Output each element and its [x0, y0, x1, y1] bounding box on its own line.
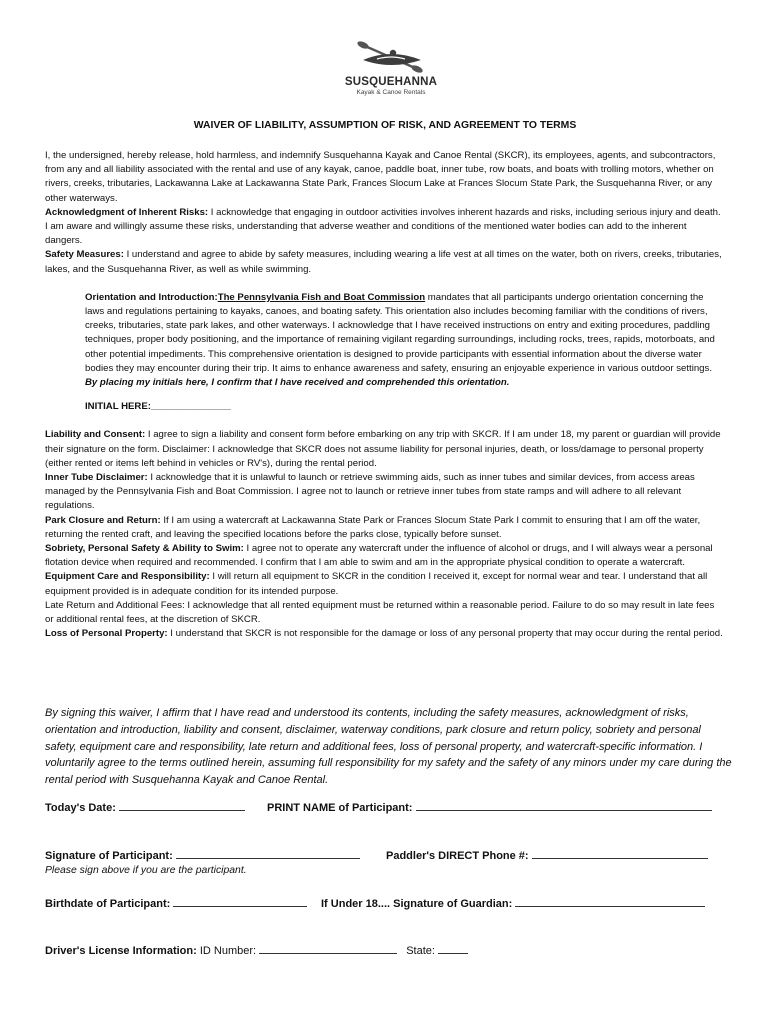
id-number-field[interactable] — [259, 943, 397, 954]
print-name-label: PRINT NAME of Participant: — [267, 802, 413, 814]
phone-field[interactable] — [532, 848, 708, 859]
tube-label: Inner Tube Disclaimer: — [45, 472, 148, 484]
license-label: Driver's License Information: — [45, 945, 197, 957]
loss-text: I understand that SKCR is not responsible for the damage or loss of any personal property that may occur during the rental period. — [167, 628, 723, 640]
date-label: Today's Date: — [45, 802, 116, 814]
orientation-link[interactable]: The Pennsylvania Fish and Boat Commission — [217, 291, 426, 303]
birthdate-field[interactable] — [173, 896, 307, 907]
safety-label: Safety Measures: — [45, 249, 124, 261]
document-title: WAIVER OF LIABILITY, ASSUMPTION OF RISK, AND AGREEMENT TO TERMS — [193, 120, 577, 131]
birthdate-label: Birthdate of Participant: — [45, 898, 171, 910]
waiver-body — [45, 149, 725, 642]
equipment-label: Equipment Care and Responsibility: — [45, 571, 210, 583]
signing-statement: By signing this waiver, I affirm that I have read and understood its contents, including the safety measures, acknowledgment of risks, orientation and introduction, liability and consent, disclaimer, waterway conditions, park closure and return policy, sobriety and personal safety, equipment care and responsibility, late return and additional fees, loss of personal property, and watercraft-specific information. I voluntarily agree to the terms outlined herein, assuming full responsibility for my safety and the safety of any minors under my care during the rental period with Susquehanna Kayak and Canoe Rental. — [45, 707, 732, 787]
date-name-row — [45, 800, 725, 816]
initial-here[interactable] — [85, 400, 725, 414]
logo-tagline: Kayak & Canoe Rentals — [356, 89, 426, 96]
liability-label: Liability and Consent: — [45, 429, 146, 441]
loss-label: Loss of Personal Property: — [45, 628, 168, 640]
initial-here-label: INITIAL HERE:_______________ — [85, 401, 231, 413]
signature-note: Please sign above if you are the participant. — [45, 865, 247, 876]
safety-paragraph — [45, 248, 725, 276]
liability-text: I agree to sign a liability and consent form before embarking on any trip with SKCR. If I am under 18, my parent or guardian will provide their signature on the form. Disclaimer: I acknowledge that SKCR does not assume liability for personal injuries, death, or loss/damage to personal property (either rented or items left behind in vehicles or RV's), during the rental period. — [45, 429, 721, 469]
print-name-field[interactable] — [416, 800, 712, 811]
signature-label: Signature of Participant: — [45, 850, 173, 862]
sobriety-label: Sobriety, Personal Safety & Ability to Swim: — [45, 543, 244, 555]
logo-name: SUSQUEHANNA — [344, 76, 438, 88]
orientation-label: Orientation and Introduction: — [85, 291, 218, 303]
park-label: Park Closure and Return: — [45, 514, 161, 526]
orientation-confirm: By placing my initials here, I confirm that I have received and comprehended this orientation. — [85, 377, 510, 389]
park-paragraph — [45, 514, 725, 542]
license-row — [45, 943, 725, 959]
tube-text: I acknowledge that it is unlawful to launch or retrieve swimming aids, such as inner tubes and similar devices, from access areas managed by the Pennsylvania Fish and Boat Commission. I agree not to launch or retrieve inner tubes from state ramps and will adhere to all relevant regulations. — [45, 472, 695, 512]
sobriety-text: I agree not to operate any watercraft under the influence of alcohol or drugs, and I will always wear a personal flotation device when required and recommended. I confirm that I am able to swim and am in the appropriate physical condition to operate a watercraft. — [45, 543, 713, 569]
state-field[interactable] — [438, 943, 468, 954]
equipment-paragraph — [45, 570, 725, 598]
liability-paragraph — [45, 428, 725, 471]
intro-paragraph: I, the undersigned, hereby release, hold harmless, and indemnify Susquehanna Kayak and Canoe Rental (SKCR), its employees, agents, and subcontractors, from any and all liability associated with the rental and use of any kayak, canoe, paddle boat, inner tube, row boats, and boats with trolling motors, whether on rivers, creeks, tributaries, Lackawanna Lake at Lackawanna State Park, Frances Slocum Lake at Frances Slocum State Park, the Susquehanna River, or any other waterways. — [45, 150, 716, 204]
birthdate-guardian-row — [45, 896, 725, 912]
orientation-text: mandates that all participants undergo orientation concerning the laws and regulations pertaining to kayaks, canoes, and boating safety. This orientation also includes becoming familiar with the conditions of rivers, creeks, tributaries, state park lakes, and other waterways. I acknowledge that I have received instructions on entry and exiting procedures, paddling techniques, proper body positioning, and the importance of remaining vigilant regarding surroundings, including rocks, trees, rapids, motorboats, and other potential impediments. This comprehensive orientation is designed to provide participants with essential information about the diverse water bodies they may encounter during their trip. It aims to enhance awareness and safety, ensuring an enjoyable experience in various outdoor settings. — [85, 291, 715, 374]
loss-paragraph — [45, 627, 725, 641]
safety-text: I understand and agree to abide by safety measures, including wearing a life vest at all times on the water, both on rivers, creeks, tributaries, lakes, and the Susquehanna River, as well as while swimming. — [45, 249, 722, 275]
date-field[interactable] — [119, 800, 245, 811]
equipment-text: I will return all equipment to SKCR in the condition I received it, except for normal wear and tear. I understand that all equipment provided is in adequate condition for its intended purpose. — [45, 571, 708, 597]
orientation-paragraph — [85, 291, 725, 390]
state-label: State: — [406, 945, 435, 957]
risks-text: I acknowledge that engaging in outdoor activities involves inherent hazards and risks, including serious injury and death. I am aware and willingly assume these risks, understanding that adverse weather and conditions of the mentioned water bodies can add to the inherent dangers. — [45, 206, 721, 247]
signature-phone-row — [45, 848, 725, 864]
guardian-signature-field[interactable] — [515, 896, 705, 907]
signature-field[interactable] — [176, 848, 360, 859]
phone-label: Paddler's DIRECT Phone #: — [386, 850, 529, 862]
guardian-label: If Under 18.... Signature of Guardian: — [321, 898, 513, 910]
sobriety-paragraph — [45, 542, 725, 570]
kayak-paddle-icon — [355, 40, 427, 76]
risks-paragraph — [45, 206, 725, 249]
tube-paragraph — [45, 471, 725, 514]
risks-label: Acknowledgment of Inherent Risks: — [45, 206, 209, 218]
id-number-label: ID Number: — [199, 945, 257, 957]
park-text: If I am using a watercraft at Lackawanna State Park or Frances Slocum State Park I commit to ensuring that I am off the water, returning the rented craft, and leaving the specified locations before the parks close, typically before sunset. — [45, 514, 701, 540]
late-paragraph: Late Return and Additional Fees: I acknowledge that all rented equipment must be returned within a reasonable period. Failure to do so may result in late fees or additional rental fees, at the discretion of SKCR. — [45, 599, 715, 626]
company-logo — [326, 40, 456, 108]
